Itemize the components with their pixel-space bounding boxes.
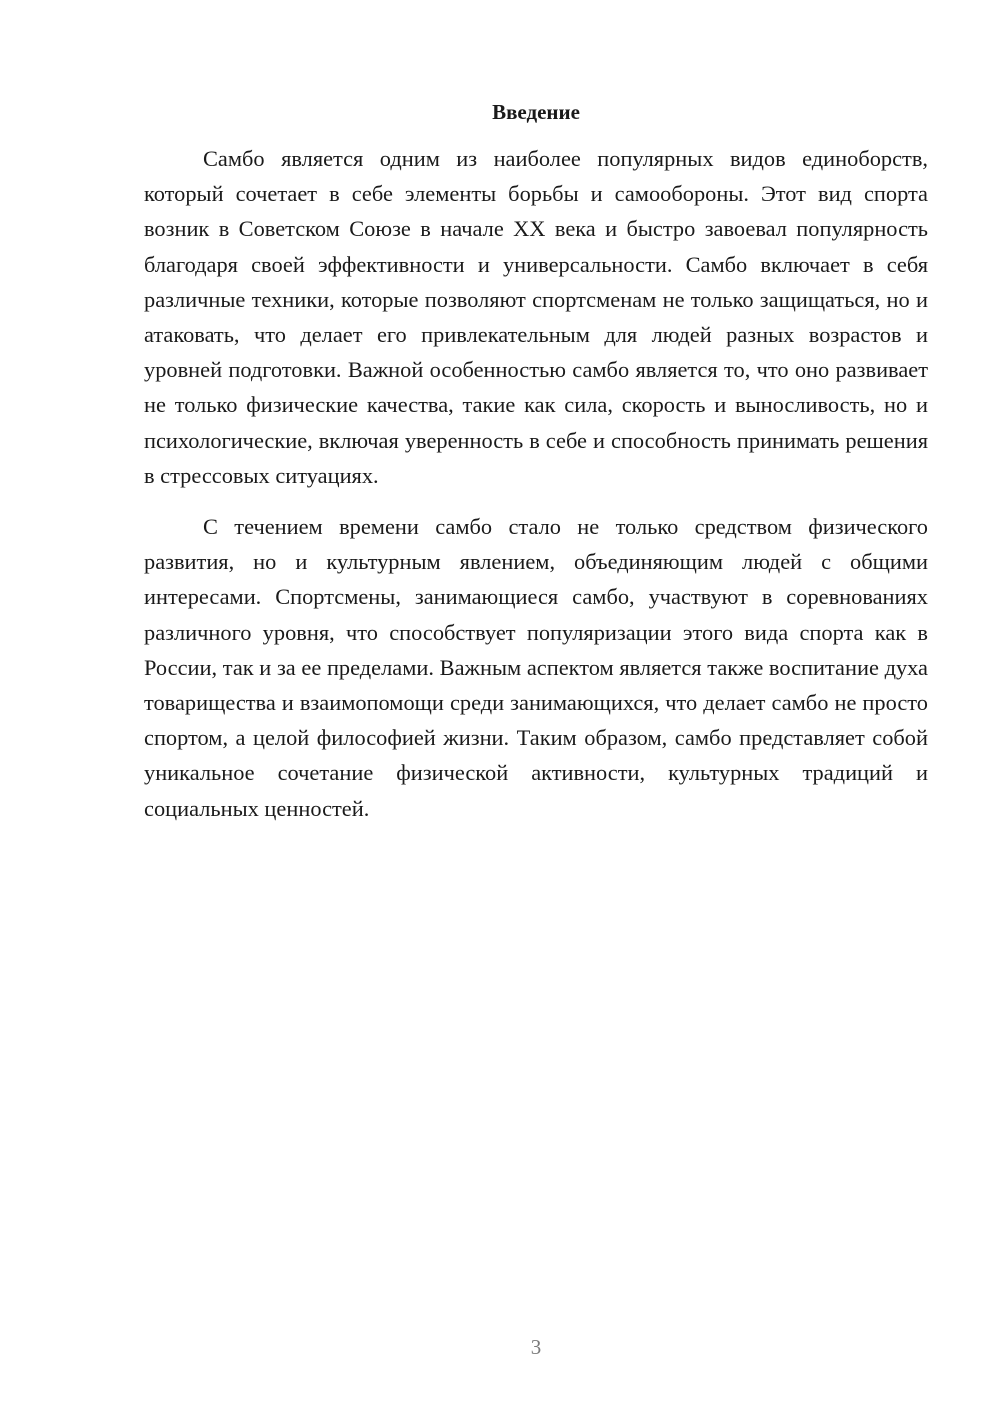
paragraph: С течением времени самбо стало не только средством физического развития, но и культурным явлением, объединяющим людей с общими интересами. Спортсмены, занимающиеся самбо, участвуют в соревнованиях различного уровня, что способствует популяризации этого вида спорта как в России, так и за ее пределами. Важным аспектом является также воспитание духа товарищества и взаимопомощи среди занимающихся, что делает самбо не просто спортом, а целой философией жизни. Таким образом, самбо представляет собой уникальное сочетание физической активности, культурных традиций и социальных ценностей. bbox=[144, 514, 928, 821]
paragraph: Самбо является одним из наиболее популярных видов единоборств, который сочетает в себе элементы борьбы и самообороны. Этот вид спорта возник в Советском Союзе в начале XX века и быстро завоевал популярность благодаря своей эффективности и универсальности. Самбо включает в себя различные техники, которые позволяют спортсменам не только защищаться, но и атаковать, что делает его привлекательным для людей разных возрастов и уровней подготовки. Важной особенностью самбо является то, что оно развивает не только физические качества, такие как сила, скорость и выносливость, но и психологические, включая уверенность в себе и способность принимать решения в стрессовых ситуациях. bbox=[144, 146, 928, 488]
page-number: 3 bbox=[530, 1335, 542, 1359]
section-heading: Введение bbox=[492, 100, 580, 124]
body-text bbox=[144, 141, 928, 826]
